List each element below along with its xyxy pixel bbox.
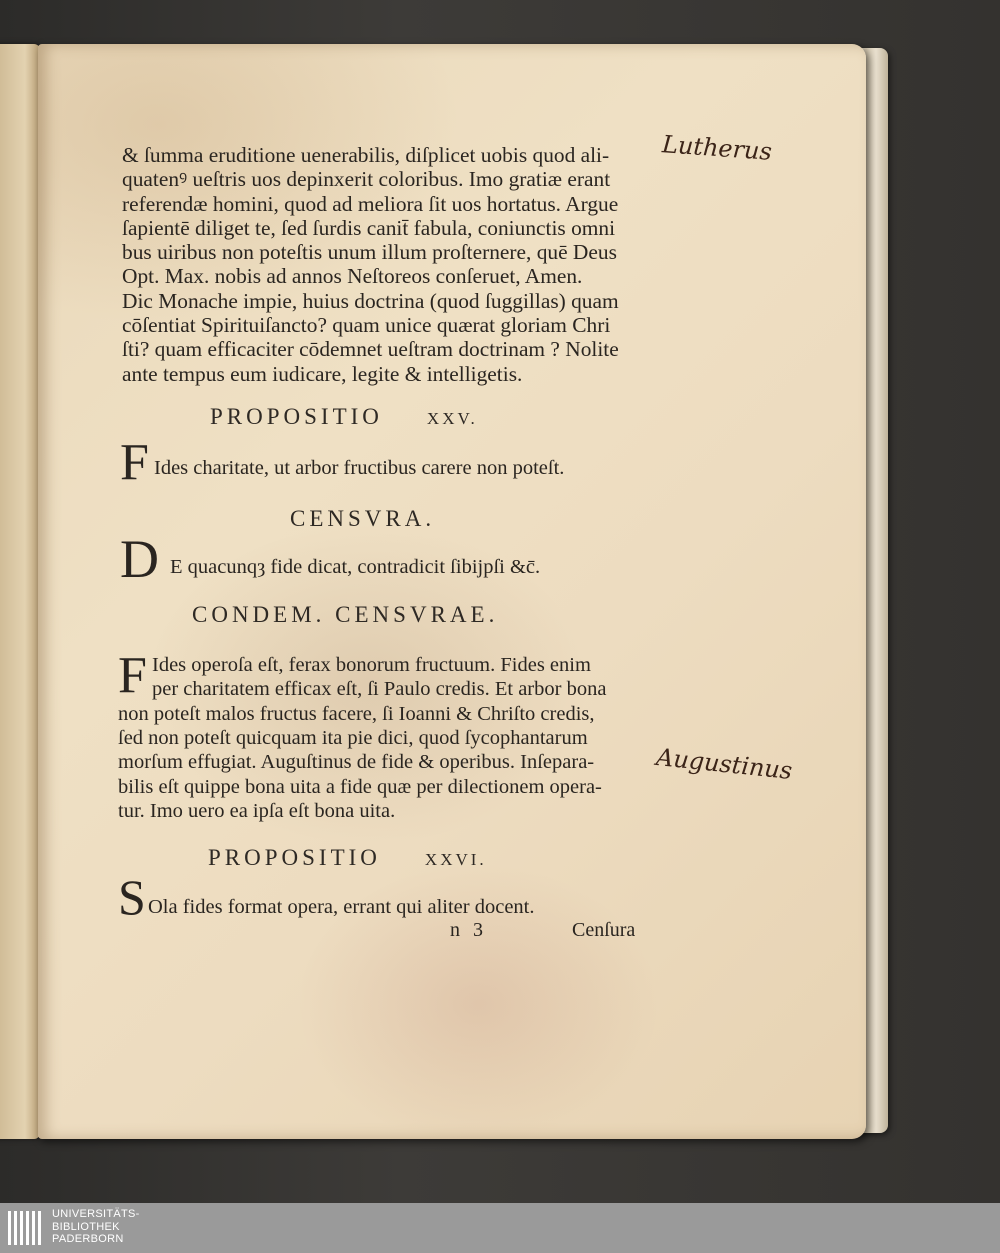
censura-line: E quacunqȝ fide dicat, contradicit ſibijpſi &c̄.	[170, 556, 541, 578]
text-line: bus uiribus non poteſtis unum illum proſternere, quē Deus	[122, 240, 617, 265]
text-line: bilis eſt quippe bona uita a fide quæ per dilectionem opera-	[118, 775, 602, 798]
heading-label: PROPOSITIO	[208, 845, 381, 870]
text-line: ſapientē diliget te, ſed ſurdis canit̄ fabula, coniunctis omni	[122, 215, 616, 240]
logo-line: BIBLIOTHEK	[52, 1220, 120, 1233]
drop-initial: D	[120, 529, 159, 589]
text-line: Opt. Max. nobis ad annos Neſtoreos conſeruet, Amen.	[122, 264, 583, 289]
censura-heading: CENSVRA.	[290, 506, 436, 531]
heading-number: XXVI.	[424, 850, 487, 869]
text-line: & ſumma eruditione uenerabilis, diſplicet uobis quod ali-	[122, 143, 610, 167]
text-line: Dic Monache impie, huius doctrina (quod ſuggillas) quam	[122, 288, 619, 313]
proposition-26-text	[118, 869, 678, 925]
drop-initial: F	[120, 434, 149, 491]
drop-initial: F	[118, 647, 147, 704]
proposition-25-heading	[210, 404, 478, 430]
marginal-note: Augustinus	[654, 742, 794, 786]
drop-initial: S	[118, 869, 146, 925]
text-line: referendæ homini, quod ad meliora ſit uos hortatus. Argue	[122, 191, 619, 216]
censura-text	[120, 529, 680, 589]
text-line: tur. Imo uero ea ipſa eſt bona uita.	[118, 799, 396, 822]
signature-mark: n 3	[450, 919, 487, 941]
book-page	[38, 44, 866, 1139]
proposition-25-text	[120, 434, 680, 491]
library-logo-text	[52, 1208, 140, 1246]
text-line: morſum effugiat. Auguſtinus de fide & operibus. Inſepara-	[118, 751, 595, 774]
text-line: ante tempus eum iudicare, legite & intelligetis.	[122, 361, 523, 386]
text-line: quatenꝰ ueſtris uos depinxerit coloribus. Imo gratiæ erant	[122, 167, 611, 192]
text-line: cōſentiat Spirituiſancto? quam unice quærat gloriam Chri	[122, 313, 611, 338]
previous-page-edge	[0, 44, 40, 1139]
proposition-26-heading	[208, 845, 487, 871]
text-line: ſed non poteſt quicquam ita pie dici, quod ſycophantarum	[118, 727, 588, 750]
condemnation-heading: CONDEM. CENSVRAE.	[192, 602, 499, 627]
library-logo-icon	[6, 1207, 46, 1249]
condemnation-body	[118, 702, 602, 823]
heading-number: XXV.	[426, 409, 478, 428]
text-line: Ides operoſa eſt, ferax bonorum fructuum. Fides enim	[152, 654, 591, 676]
condemnation-paragraph	[118, 648, 678, 828]
intro-paragraph	[122, 143, 619, 386]
text-line: per charitatem efficax eſt, ſi Paulo credis. Et arbor bona	[152, 678, 607, 700]
text-line: non poteſt malos fructus facere, ſi Ioanni & Chriſto credis,	[118, 703, 595, 725]
marginal-note: Lutherus	[661, 130, 773, 166]
proposition-line: Ola fides format opera, errant qui aliter docent.	[148, 896, 535, 918]
logo-line: PADERBORN	[52, 1233, 124, 1245]
logo-line: UNIVERSITÄTS-	[52, 1208, 140, 1220]
text-line: ſti? quam efficaciter cōdemnet ueſtram doctrinam ? Nolite	[122, 337, 619, 362]
proposition-line: Ides charitate, ut arbor fructibus carere non poteſt.	[154, 457, 565, 479]
library-footer-bar	[0, 1203, 1000, 1253]
catchword: Cenſura	[572, 919, 636, 941]
heading-label: PROPOSITIO	[210, 404, 383, 429]
